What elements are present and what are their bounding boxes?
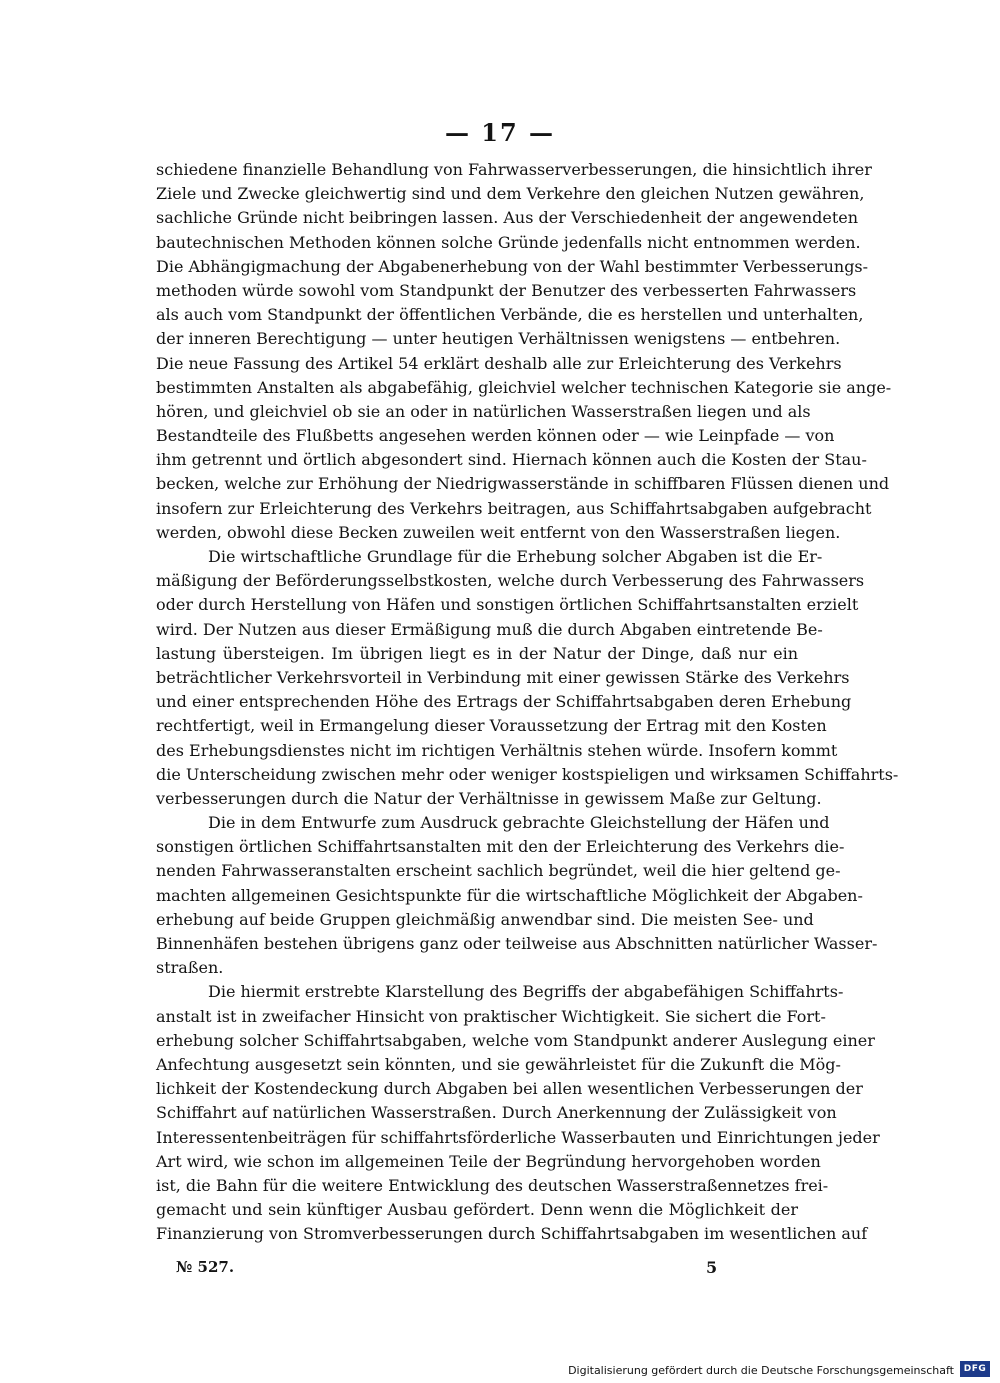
signature-mark: 5 <box>706 1258 718 1277</box>
text-line: Art wird, wie schon im allgemeinen Teile der Begründung hervorgehoben worden <box>156 1151 821 1171</box>
text-line: ihm getrennt und örtlich abgesondert sind. Hiernach können auch die Kosten der Stau- <box>156 450 867 470</box>
text-line: die Unterscheidung zwischen mehr oder weniger kostspieligen und wirksamen Schiffahrts- <box>156 764 899 784</box>
text-line: Die in dem Entwurfe zum Ausdruck gebrachte Gleichstellung der Häfen und <box>208 813 830 833</box>
document-number: № 527. <box>176 1258 235 1276</box>
text-line: methoden würde sowohl vom Standpunkt der Benutzer des verbesserten Fahrwassers <box>156 280 857 300</box>
text-line: sonstigen örtlichen Schiffahrtsanstalten mit den der Erleichterung des Verkehrs die- <box>156 837 845 857</box>
text-line: Anfechtung ausgesetzt sein könnten, und sie gewährleistet für die Zukunft die Mög- <box>156 1054 841 1074</box>
text-line: oder durch Herstellung von Häfen und sonstigen örtlichen Schiffahrtsanstalten erzielt <box>156 595 859 615</box>
text-line: des Erhebungsdienstes nicht im richtigen Verhältnis stehen würde. Insofern kommt <box>156 740 838 760</box>
body-text <box>156 158 899 1246</box>
text-line: Binnenhäfen bestehen übrigens ganz oder teilweise aus Abschnitten natürlicher Wasser- <box>156 934 878 953</box>
text-line: straßen. <box>156 958 224 978</box>
text-line: gemacht und sein künftiger Ausbau gefördert. Denn wenn die Möglichkeit der <box>156 1200 798 1220</box>
text-line: der inneren Berechtigung — unter heutigen Verhältnissen wenigstens — entbehren. <box>156 329 841 349</box>
dfg-logo: DFG <box>960 1361 990 1377</box>
text-line: bestimmten Anstalten als abgabefähig, gleichviel welcher technischen Kategorie sie ange- <box>156 377 892 397</box>
text-line: und einer entsprechenden Höhe des Ertrags der Schiffahrtsabgaben deren Erhebung <box>156 692 852 712</box>
text-line: hören, und gleichviel ob sie an oder in natürlichen Wasserstraßen liegen und als <box>156 401 811 421</box>
text-line: lichkeit der Kostendeckung durch Abgaben bei allen wesentlichen Verbesserungen der <box>156 1079 863 1099</box>
text-line: Die hiermit erstrebte Klarstellung des Begriffs der abgabefähigen Schiffahrts- <box>208 982 844 1002</box>
text-line: Ziele und Zwecke gleichwertig sind und dem Verkehre den gleichen Nutzen gewähren, <box>156 184 865 204</box>
text-line: Die Abhängigmachung der Abgabenerhebung von der Wahl bestimmter Verbesserungs- <box>156 256 869 276</box>
text-line: insofern zur Erleichterung des Verkehrs beitragen, aus Schiffahrtsabgaben aufgebracht <box>156 498 872 518</box>
text-line: verbesserungen durch die Natur der Verhältnisse in gewissem Maße zur Geltung. <box>156 788 822 808</box>
text-line: Finanzierung von Stromverbesserungen durch Schiffahrtsabgaben im wesentlichen auf <box>156 1224 868 1244</box>
text-line: ist, die Bahn für die weitere Entwicklung des deutschen Wasserstraßennetzes frei- <box>156 1175 829 1195</box>
text-line: als auch vom Standpunkt der öffentlichen Verbände, die es herstellen und unterhalten, <box>156 305 864 325</box>
text-line: Schiffahrt auf natürlichen Wasserstraßen. Durch Anerkennung der Zulässigkeit von <box>156 1103 837 1123</box>
digitization-credit: Digitalisierung gefördert durch die Deutsche Forschungsgemeinschaft <box>568 1364 954 1377</box>
text-line: bautechnischen Methoden können solche Gründe jedenfalls nicht entnommen werden. <box>156 232 861 252</box>
text-line: anstalt ist in zweifacher Hinsicht von praktischer Wichtigkeit. Sie sichert die Fort- <box>156 1006 826 1026</box>
text-line: rechtfertigt, weil in Ermangelung dieser Voraussetzung der Ertrag mit den Kosten <box>156 716 827 736</box>
text-line: erhebung auf beide Gruppen gleichmäßig anwendbar sind. Die meisten See- und <box>156 909 814 929</box>
text-line: sachliche Gründe nicht beibringen lassen. Aus der Verschiedenheit der angewendeten <box>156 208 859 228</box>
text-line: Interessentenbeiträgen für schiffahrtsförderliche Wasserbauten und Einrichtungen jeder <box>156 1127 880 1147</box>
text-line: mäßigung der Beförderungsselbstkosten, welche durch Verbesserung des Fahrwassers <box>156 571 865 591</box>
text-line: werden, obwohl diese Becken zuweilen weit entfernt von den Wasserstraßen liegen. <box>156 522 841 542</box>
text-line: Die wirtschaftliche Grundlage für die Erhebung solcher Abgaben ist die Er- <box>208 547 823 566</box>
text-line: beträchtlicher Verkehrsvorteil in Verbindung mit einer gewissen Stärke des Verkehrs <box>156 667 850 687</box>
text-line: lastung übersteigen. Im übrigen liegt es in der Natur der Dinge, daß nur ein <box>156 643 798 663</box>
text-line: wird. Der Nutzen aus dieser Ermäßigung muß die durch Abgaben eintretende Be- <box>156 619 823 639</box>
text-line: nenden Fahrwasseranstalten erscheint sachlich begründet, weil die hier geltend ge- <box>156 861 841 881</box>
text-line: erhebung solcher Schiffahrtsabgaben, welche vom Standpunkt anderer Auslegung einer <box>156 1030 875 1050</box>
text-line: machten allgemeinen Gesichtspunkte für die wirtschaftliche Möglichkeit der Abgaben- <box>156 885 863 905</box>
text-line: becken, welche zur Erhöhung der Niedrigwasserstände in schiffbaren Flüssen dienen und <box>156 474 890 494</box>
text-line: Die neue Fassung des Artikel 54 erklärt deshalb alle zur Erleichterung des Verkehrs <box>156 353 842 373</box>
page-number: — 17 — <box>444 118 556 147</box>
text-line: schiedene finanzielle Behandlung von Fahrwasserverbesserungen, die hinsichtlich ihrer <box>156 160 872 179</box>
text-line: Bestandteile des Flußbetts angesehen werden können oder — wie Leinpfade — von <box>156 426 835 446</box>
